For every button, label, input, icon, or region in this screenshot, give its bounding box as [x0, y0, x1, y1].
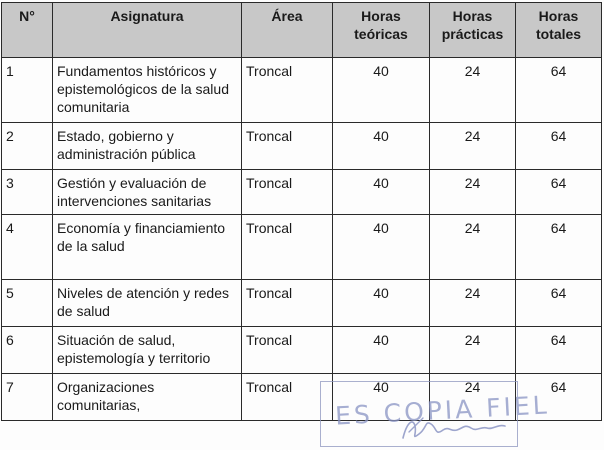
table-row	[2, 170, 602, 215]
row-practice-hours: 24	[430, 123, 516, 170]
row-area: Troncal	[242, 170, 333, 215]
row-total-hours: 64	[516, 123, 602, 170]
subjects-table	[1, 2, 602, 421]
row-total-hours: 64	[516, 374, 602, 421]
row-theory-hours: 40	[333, 327, 430, 374]
row-subject: Fundamentos históricos y epistemológicos de la salud comunitaria	[53, 58, 242, 123]
row-total-hours: 64	[516, 280, 602, 327]
row-area: Troncal	[242, 123, 333, 170]
row-subject: Economía y financiamiento de la salud	[53, 215, 242, 280]
header-row	[2, 3, 602, 58]
table-row	[2, 215, 602, 280]
table-row	[2, 327, 602, 374]
row-subject: Gestión y evaluación de intervenciones sanitarias	[53, 170, 242, 215]
table-row	[2, 58, 602, 123]
row-subject: Niveles de atención y redes de salud	[53, 280, 242, 327]
row-number: 7	[2, 374, 53, 421]
row-number: 6	[2, 327, 53, 374]
row-practice-hours: 24	[430, 280, 516, 327]
row-subject: Organizaciones comunitarias,	[53, 374, 242, 421]
header-number: N°	[2, 3, 53, 58]
table-row	[2, 374, 602, 421]
row-total-hours: 64	[516, 215, 602, 280]
row-area: Troncal	[242, 327, 333, 374]
row-practice-hours: 24	[430, 58, 516, 123]
row-area: Troncal	[242, 58, 333, 123]
row-theory-hours: 40	[333, 123, 430, 170]
row-theory-hours: 40	[333, 170, 430, 215]
stamp-text: ES COPIA FIEL	[334, 390, 551, 431]
row-subject: Situación de salud, epistemología y territorio	[53, 327, 242, 374]
row-total-hours: 64	[516, 170, 602, 215]
row-total-hours: 64	[516, 58, 602, 123]
header-theory-hours: Horas teóricas	[333, 3, 430, 58]
row-practice-hours: 24	[430, 327, 516, 374]
row-area: Troncal	[242, 374, 333, 421]
table-row	[2, 123, 602, 170]
table-row	[2, 280, 602, 327]
row-area: Troncal	[242, 215, 333, 280]
header-practice-hours: Horas prácticas	[430, 3, 516, 58]
row-subject: Estado, gobierno y administración pública	[53, 123, 242, 170]
row-number: 3	[2, 170, 53, 215]
row-number: 2	[2, 123, 53, 170]
row-area: Troncal	[242, 280, 333, 327]
row-theory-hours: 40	[333, 374, 430, 421]
row-practice-hours: 24	[430, 374, 516, 421]
header-subject: Asignatura	[53, 3, 242, 58]
row-theory-hours: 40	[333, 215, 430, 280]
row-number: 1	[2, 58, 53, 123]
row-practice-hours: 24	[430, 170, 516, 215]
row-total-hours: 64	[516, 327, 602, 374]
row-practice-hours: 24	[430, 215, 516, 280]
table-header	[2, 3, 602, 58]
header-total-hours: Horas totales	[516, 3, 602, 58]
row-theory-hours: 40	[333, 58, 430, 123]
row-theory-hours: 40	[333, 280, 430, 327]
row-number: 4	[2, 215, 53, 280]
table-body	[2, 58, 602, 421]
header-area: Área	[242, 3, 333, 58]
row-number: 5	[2, 280, 53, 327]
